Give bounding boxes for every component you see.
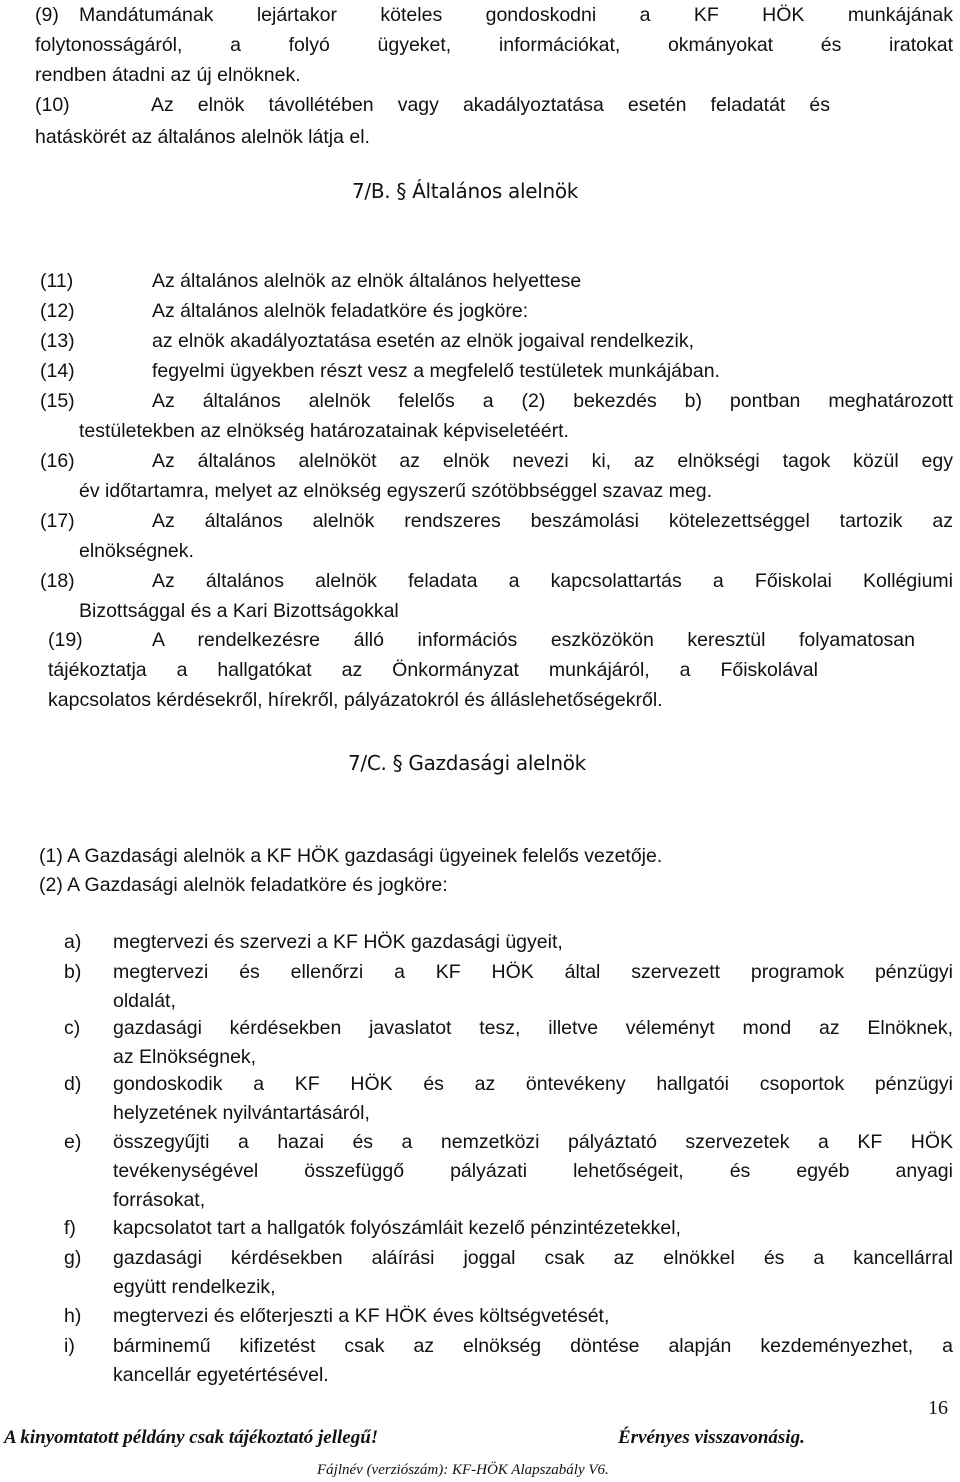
item-number: (17): [40, 510, 75, 532]
item-number: (13): [40, 330, 75, 352]
list-label: b): [64, 961, 82, 983]
item-line: Az általános alelnök feladatköre és jogköre:: [152, 300, 529, 322]
paragraph-2-c: (2) A Gazdasági alelnök feladatköre és jogköre:: [39, 874, 448, 896]
list-label: d): [64, 1073, 82, 1095]
item-line: Bizottsággal és a Kari Bizottságokkal: [79, 600, 399, 622]
paragraph-1-c: (1) A Gazdasági alelnök a KF HÖK gazdasági ügyeinek felelős vezetője.: [39, 845, 663, 867]
footer-right: Érvényes visszavonásig.: [618, 1427, 805, 1448]
item-line: Az általános alelnök felelős a (2) bekezdés b) pontban meghatározott: [152, 390, 953, 412]
list-label: f): [64, 1217, 76, 1239]
list-label: i): [64, 1335, 75, 1357]
page-number: 16: [928, 1397, 948, 1419]
paragraph-number: (10): [35, 94, 70, 116]
footer-left: A kinyomtatott példány csak tájékoztató jellegű!: [4, 1427, 379, 1448]
item-line: fegyelmi ügyekben részt vesz a megfelelő testületek munkájában.: [152, 360, 720, 382]
list-line: összegyűjti a hazai és a nemzetközi pályáztató szervezetek a KF HÖK: [113, 1131, 953, 1153]
list-line: helyzetének nyilvántartásáról,: [113, 1102, 370, 1124]
list-label: e): [64, 1131, 82, 1153]
item-line: tájékoztatja a hallgatókat az Önkormányzat munkájáról, a Főiskolával: [48, 659, 818, 681]
list-line: megtervezi és ellenőrzi a KF HÖK által szervezett programok pénzügyi: [113, 961, 953, 983]
list-label: h): [64, 1305, 82, 1327]
item-number: (15): [40, 390, 75, 412]
paragraph-line: rendben átadni az új elnöknek.: [35, 64, 301, 86]
list-label: a): [64, 931, 82, 953]
list-line: megtervezi és előterjeszti a KF HÖK éves költségvetését,: [113, 1305, 610, 1327]
list-line: kancellár egyetértésével.: [113, 1364, 329, 1386]
list-line: bárminemű kifizetést csak az elnökség döntése alapján kezdeményezhet, a: [113, 1335, 953, 1357]
section-heading-7c: 7/C. § Gazdasági alelnök: [348, 751, 586, 775]
list-line: gazdasági kérdésekben javaslatot tesz, illetve véleményt mond az Elnöknek,: [113, 1017, 953, 1039]
item-number: (12): [40, 300, 75, 322]
list-line: az Elnökségnek,: [113, 1046, 257, 1068]
list-line: megtervezi és szervezi a KF HÖK gazdasági ügyeit,: [113, 931, 563, 953]
paragraph-line: folytonosságáról, a folyó ügyeket, információkat, okmányokat és iratokat: [35, 34, 953, 56]
list-line: oldalát,: [113, 990, 176, 1012]
item-line: Az általános alelnök az elnök általános helyettese: [152, 270, 582, 292]
list-label: c): [64, 1017, 81, 1039]
item-line: Az általános alelnök feladata a kapcsolattartás a Főiskolai Kollégiumi: [152, 570, 953, 592]
paragraph-number: (9): [35, 4, 59, 26]
item-number: (19): [48, 629, 83, 651]
item-number: (11): [40, 270, 74, 292]
item-line: Az általános alelnököt az elnök nevezi ki, az elnökségi tagok közül egy: [152, 450, 953, 472]
list-line: gondoskodik a KF HÖK és az öntevékeny hallgatói csoportok pénzügyi: [113, 1073, 953, 1095]
item-line: az elnök akadályoztatása esetén az elnök jogaival rendelkezik,: [152, 330, 695, 352]
item-line: év időtartamra, melyet az elnökség egyszerű szótöbbséggel szavaz meg.: [79, 480, 712, 502]
item-line: kapcsolatos kérdésekről, hírekről, pályázatokról és álláslehetőségekről.: [48, 689, 663, 711]
list-line: forrásokat,: [113, 1189, 206, 1211]
section-heading-7b: 7/B. § Általános alelnök: [352, 179, 579, 203]
paragraph-line: Mandátumának lejártakor köteles gondoskodni a KF HÖK munkájának: [79, 4, 953, 26]
item-line: Az általános alelnök rendszeres beszámolási kötelezettséggel tartozik az: [152, 510, 953, 532]
footer-filename: Fájlnév (verziószám): KF-HÖK Alapszabály V6.: [317, 1462, 609, 1478]
list-line: tevékenységével összefüggő pályázati lehetőségeit, és egyéb anyagi: [113, 1160, 953, 1182]
item-line: elnökségnek.: [79, 540, 194, 562]
list-line: gazdasági kérdésekben aláírási joggal csak az elnökkel és a kancellárral: [113, 1247, 953, 1269]
item-line: testületekben az elnökség határozatainak képviseletéért.: [79, 420, 569, 442]
list-label: g): [64, 1247, 82, 1269]
paragraph-line: hatáskörét az általános alelnök látja el.: [35, 126, 370, 148]
list-line: kapcsolatot tart a hallgatók folyószámláit kezelő pénzintézetekkel,: [113, 1217, 681, 1239]
list-line: együtt rendelkezik,: [113, 1276, 276, 1298]
item-number: (14): [40, 360, 75, 382]
item-number: (16): [40, 450, 75, 472]
item-line: A rendelkezésre álló információs eszközökön keresztül folyamatosan: [152, 629, 915, 651]
paragraph-line: Az elnök távollétében vagy akadályoztatása esetén feladatát és: [151, 94, 830, 116]
item-number: (18): [40, 570, 75, 592]
